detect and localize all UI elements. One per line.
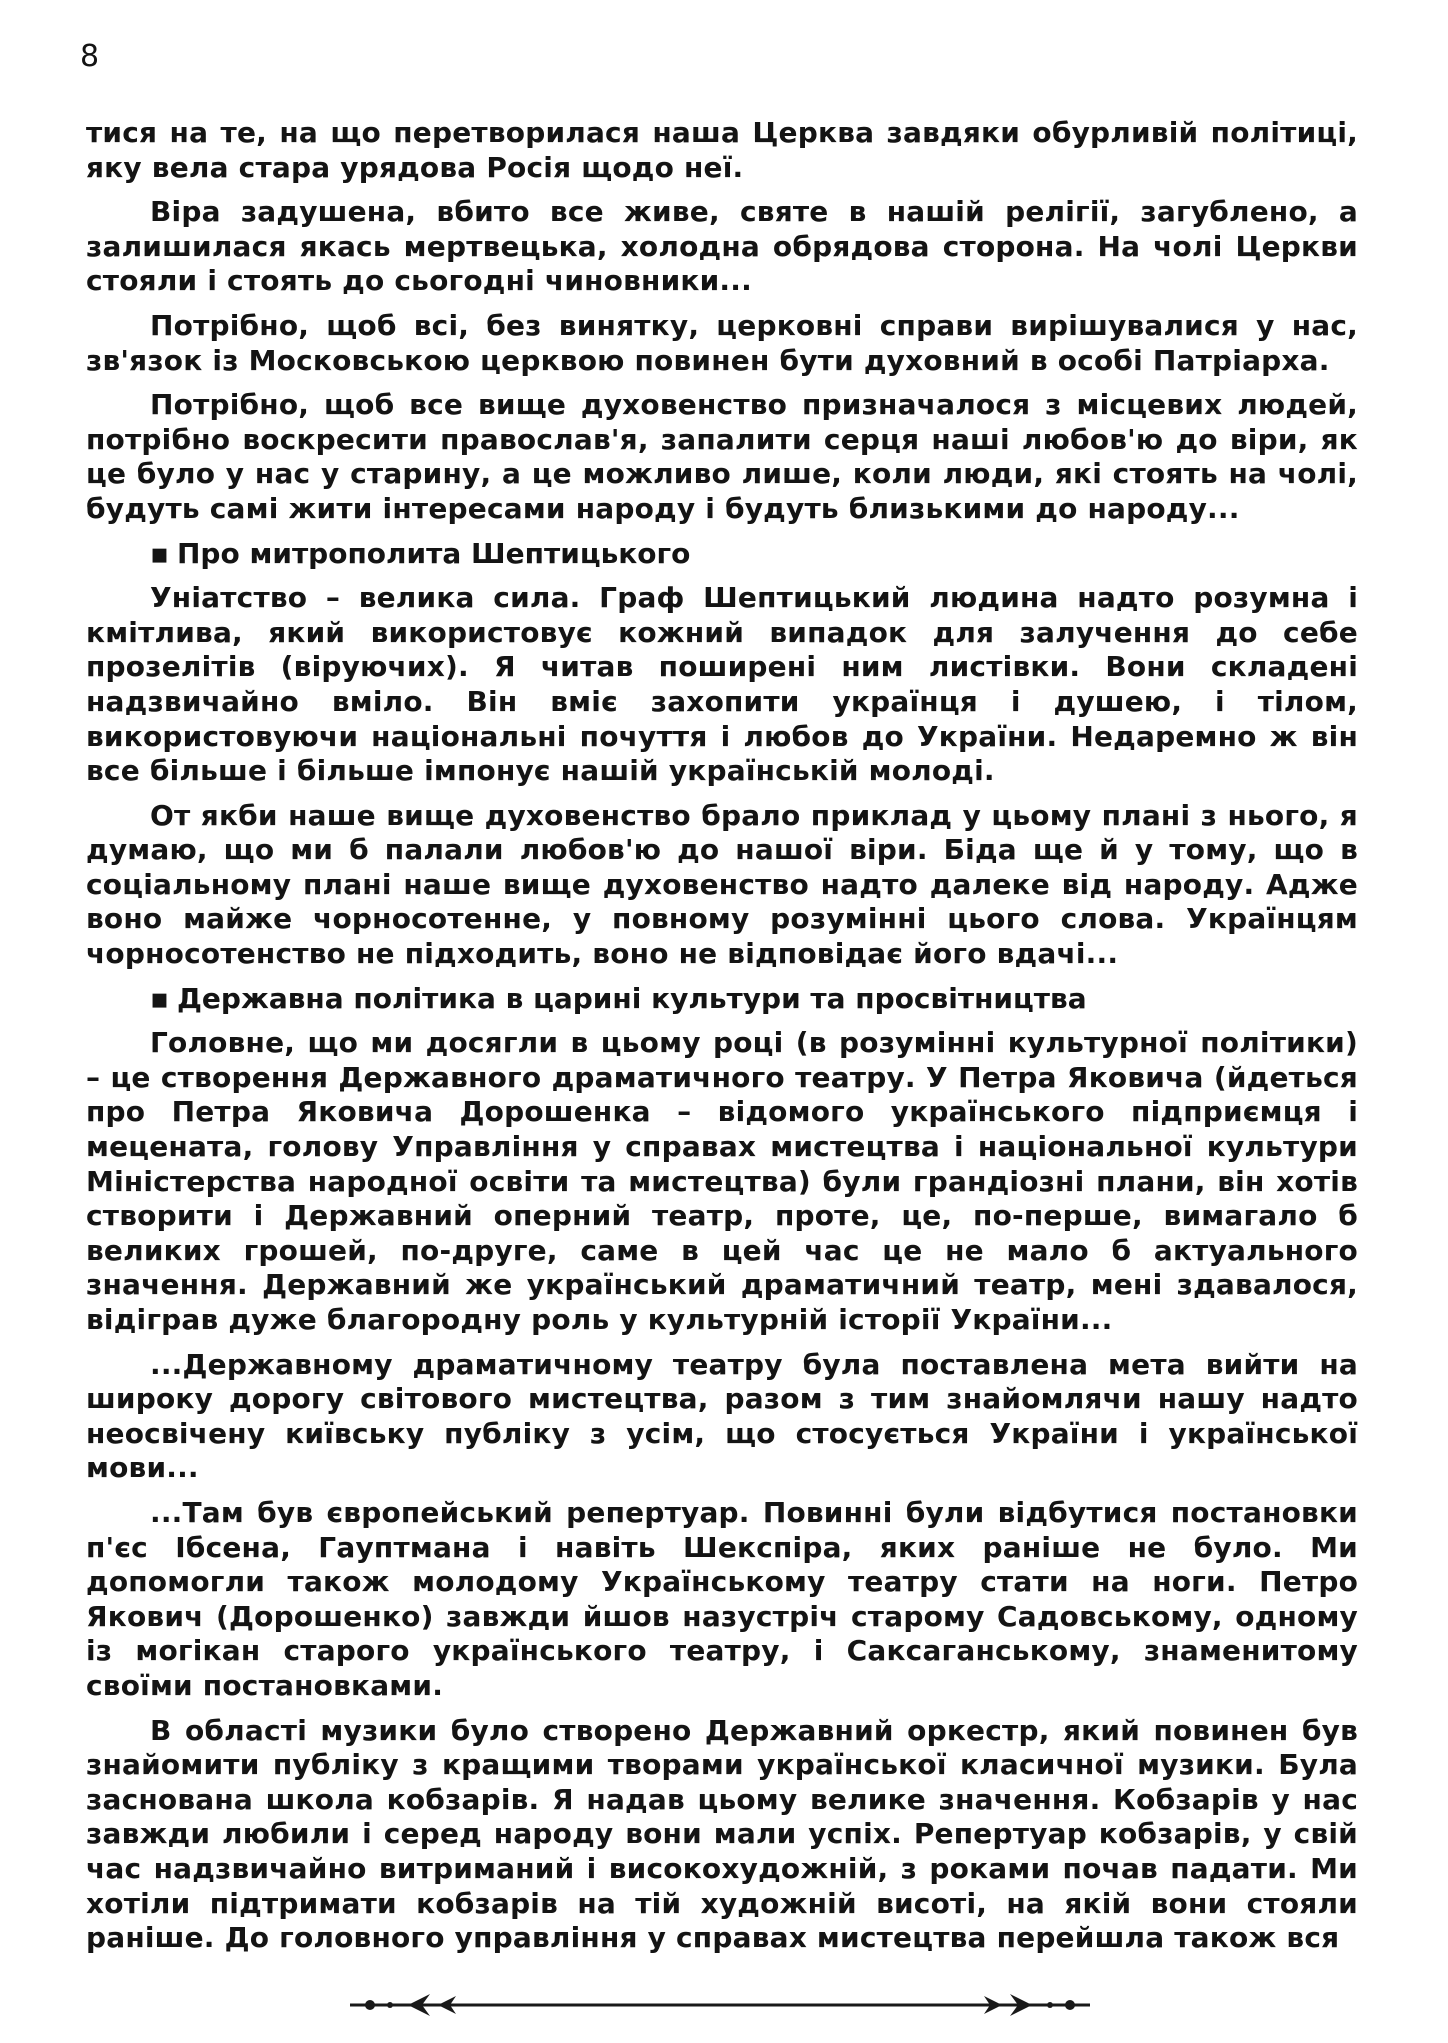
ornament-divider-icon (340, 1990, 1100, 2020)
paragraph: тися на те, на що перетворилася наша Церква завдяки обурливій політиці, яку вела стара урядова Росія щодо неї. (86, 116, 1358, 184)
section-heading-text: Про митрополита Шептицького (176, 536, 691, 570)
paragraph: В області музики було створено Державний оркестр, який повинен був знайомити публіку з кращими творами української класичної музики. Була заснована школа кобзарів. Я надав цьому велике значення. Кобзарів у нас завжди любили і серед народу вони мали успіх. Репертуар кобзарів, у свій час надзвичайно витриманий і високохудожній, з роками почав падати. Ми хотіли підтримати кобзарів на тій художній висоті, на якій вони стояли раніше. До головного управління у справах мистецтва перейшла також вся (86, 1713, 1358, 1955)
body-text (86, 116, 1358, 1966)
paragraph: Потрібно, щоб всі, без винятку, церковні справи вирішувалися у нас, зв'язок із Московською церквою повинен бути духовний в особі Патріарха. (86, 308, 1358, 377)
section-heading-text: Державна політика в царині культури та просвітництва (176, 981, 1087, 1015)
paragraph: От якби наше вище духовенство брало приклад у цьому плані з нього, я думаю, що ми б палали любов'ю до нашої віри. Біда ще й у тому, що в соціальному плані наше вище духовенство надто далеке від народу. Адже воно майже чорносотенне, у повному розумінні цього слова. Українцям чорносотенство не підходить, воно не відповідає його вдачі... (86, 798, 1358, 971)
paragraph: Віра задушена, вбито все живе, святе в нашій релігії, загублено, а залишилася якась мертвецька, холодна обрядова сторона. На чолі Церкви стояли і стоять до сьогодні чиновники... (86, 195, 1358, 298)
paragraph: Головне, що ми досягли в цьому році (в розумінні культурної політики) – це створення Державного драматичного театру. У Петра Яковича (йдеться про Петра Яковича Дорошенка – відомого українського підприємця і мецената, голову Управління у справах мистецтва і національної культури Міністерства народної освіти та мистецтва) були грандіозні плани, він хотів створити і Державний оперний театр, проте, це, по-перше, вимагало б великих грошей, по-друге, саме в цей час це не мало б актуального значення. Державний же український драматичний театр, мені здавалося, відіграв дуже благородну роль у культурній історії України... (86, 1026, 1358, 1336)
paragraph: Уніатство – велика сила. Граф Шептицький людина надто розумна і кмітлива, який використовує кожний випадок для залучення до себе прозелітів (віруючих). Я читав поширені ним листівки. Вони складені надзвичайно вміло. Він вміє захопити українця і душею, і тілом, використовуючи національні почуття і любов до України. Недаремно ж він все більше і більше імпонує нашій українській молоді. (86, 581, 1358, 788)
paragraph: Потрібно, щоб все вище духовенство призначалося з місцевих людей, потрібно воскресити православ'я, запалити серця наші любов'ю до віри, як це було у нас у старину, а це можливо лише, коли люди, які стоять на чолі, будуть самі жити інтересами народу і будуть близькими до народу... (86, 388, 1358, 525)
paragraph: ...Державному драматичному театру була поставлена мета вийти на широку дорогу світового мистецтва, разом з тим знайомлячи нашу надто неосвічену київську публіку з усім, що стосується України і української мови... (86, 1347, 1358, 1485)
paragraph: ...Там був європейський репертуар. Повинні були відбутися постановки п'єс Ібсена, Гауптмана і навіть Шекспіра, яких раніше не було. Ми допомогли також молодому Українському театру стати на ноги. Петро Якович (Дорошенко) завжди йшов назустріч старому Садовському, одному із могікан старого українського театру, і Саксаганському, знаменитому своїми постановками. (86, 1495, 1358, 1702)
bullet-icon: ▪ (150, 981, 169, 1015)
section-heading (86, 537, 1358, 572)
bullet-icon: ▪ (150, 536, 169, 570)
page-number: 8 (80, 39, 100, 74)
section-heading (86, 982, 1358, 1017)
